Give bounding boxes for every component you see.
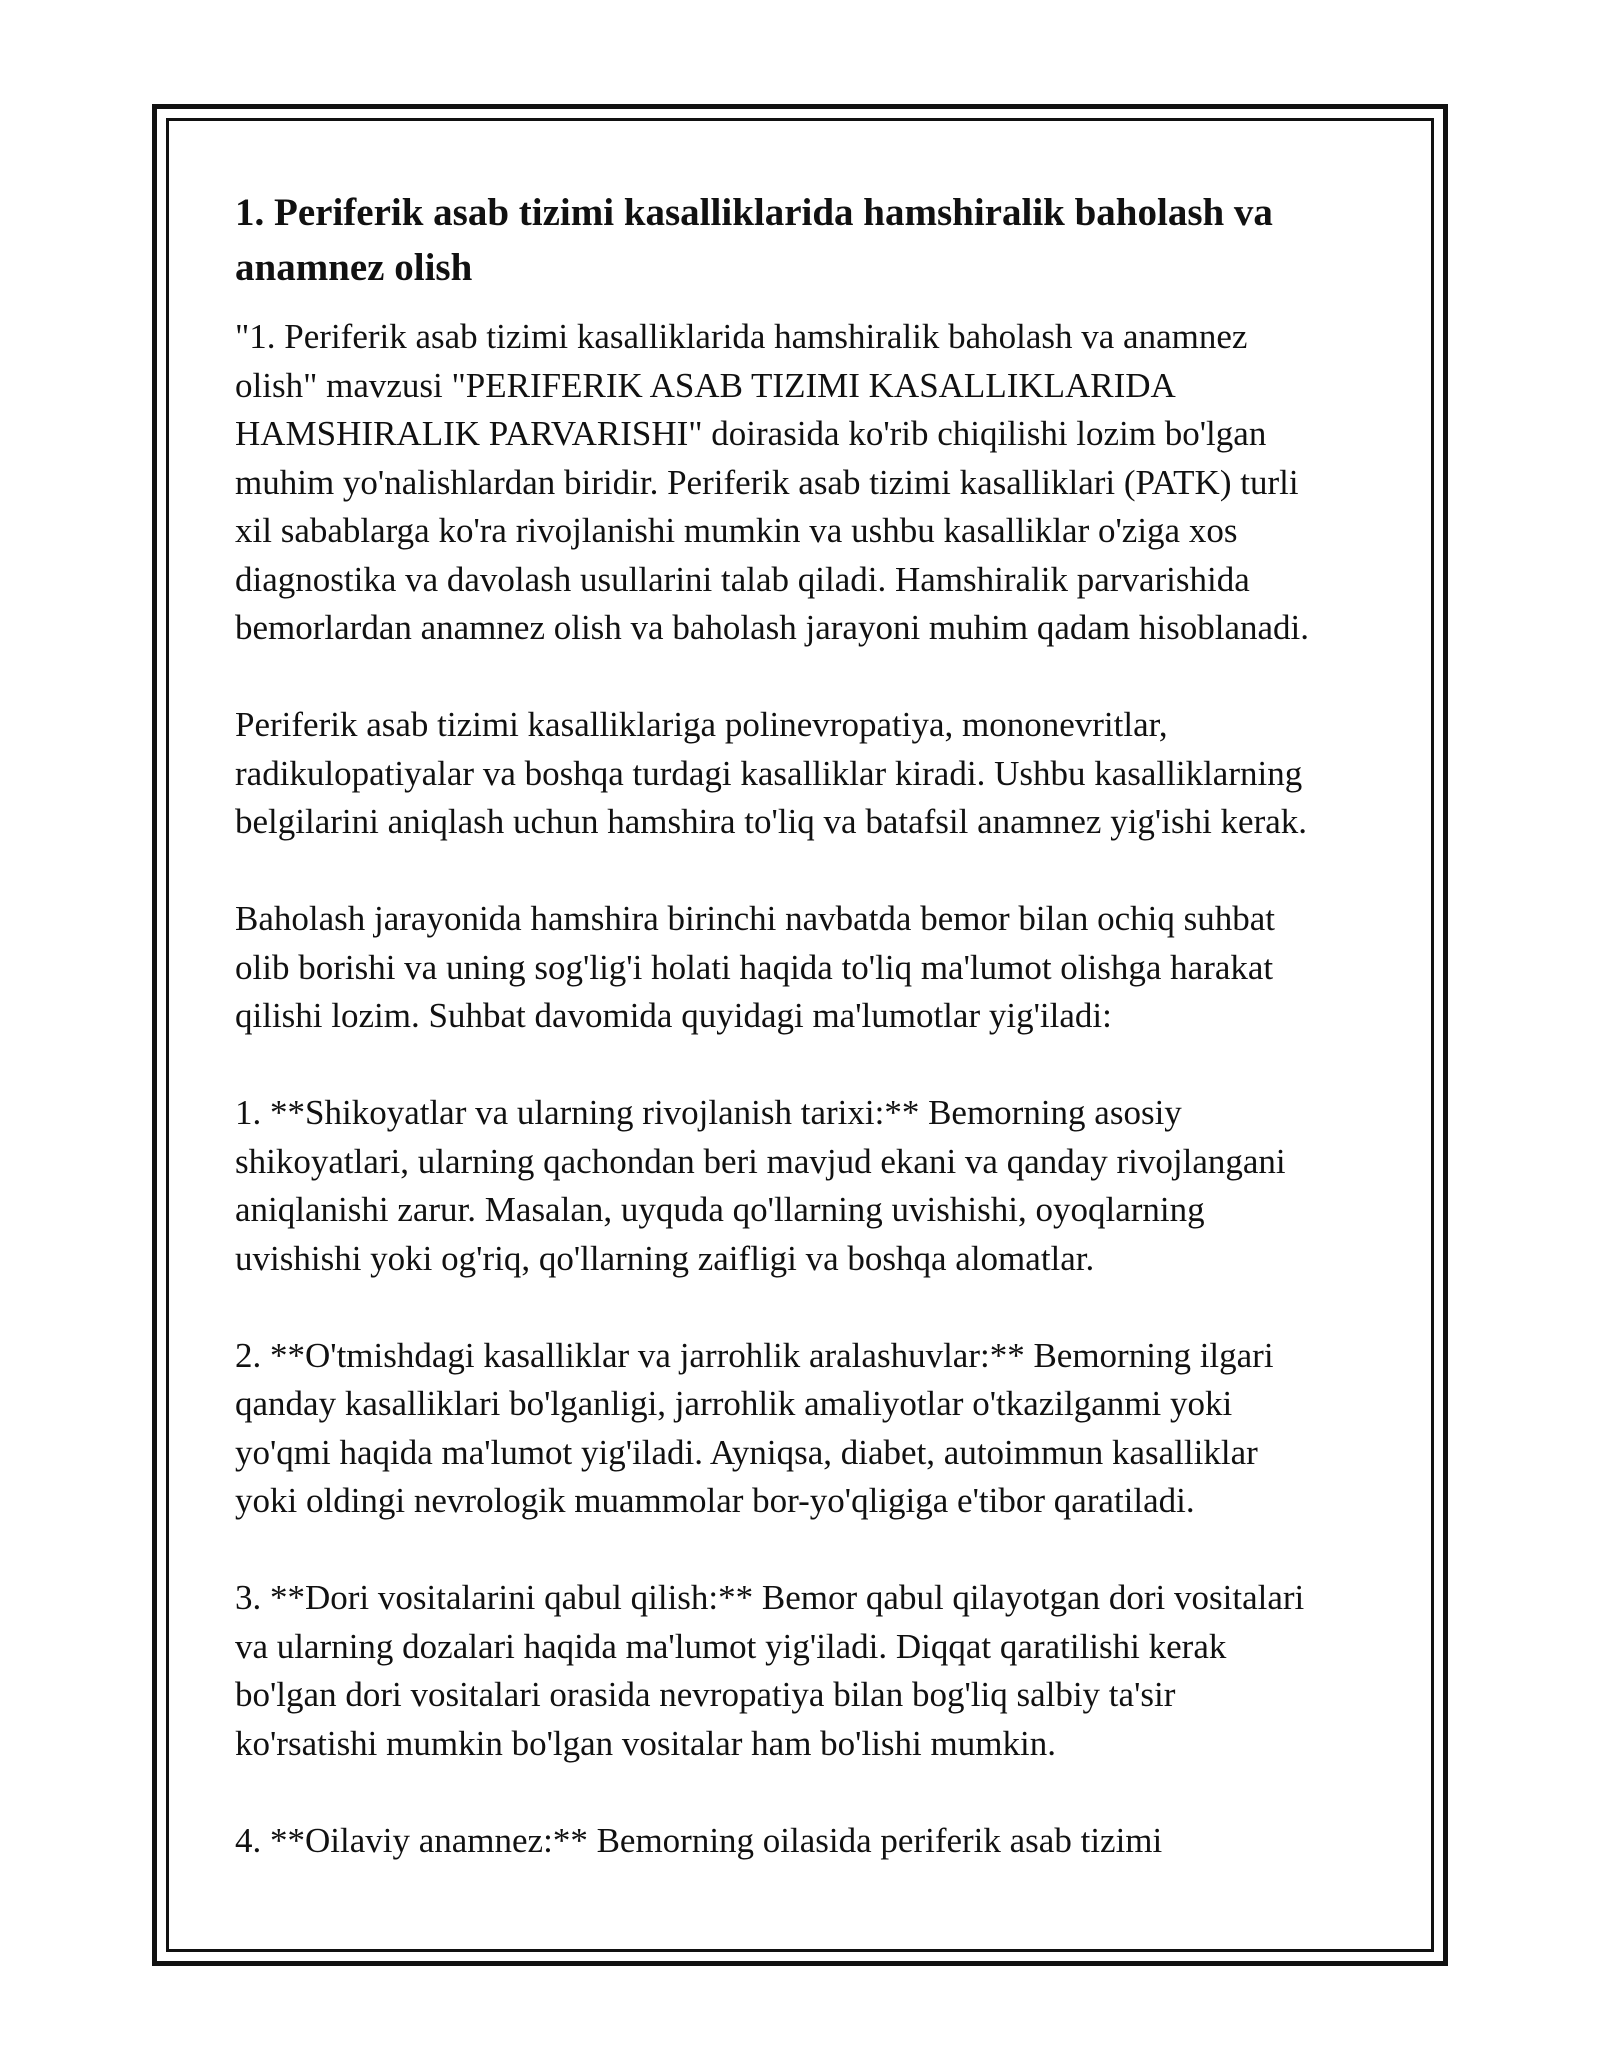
list-item-complaints: 1. **Shikoyatlar va ularning rivojlanish tarixi:** Bemorning asosiy shikoyatlari, ularning qachondan beri mavjud ekani va qanday rivojlangani aniqlanishi zarur. Masalan, uyquda qo'llarning uvishishi, oyoqlarning uvishishi yoki og'riq, qo'llarning zaifligi va boshqa alomatlar. xyxy=(235,1093,1286,1278)
list-item-medications: 3. **Dori vositalarini qabul qilish:** Bemor qabul qilayotgan dori vositalari va ularning dozalari haqida ma'lumot yig'iladi. Diqqat qaratilishi kerak bo'lgan dori vositalari orasida nevropatiya bilan bog'liq salbiy ta'sir ko'rsatishi mumkin bo'lgan vositalar ham bo'lishi mumkin. xyxy=(235,1578,1305,1763)
document-body xyxy=(235,185,1380,1914)
paragraph-assessment: Baholash jarayonida hamshira birinchi navbatda bemor bilan ochiq suhbat olib borishi va uning sog'lig'i holati haqida to'liq ma'lumot olishga harakat qilishi lozim. Suhbat davomida quyidagi ma'lumotlar yig'iladi: xyxy=(235,899,1275,1035)
paragraph-intro: "1. Periferik asab tizimi kasalliklarida hamshiralik baholash va anamnez olish" mavzusi "PERIFERIK ASAB TIZIMI KASALLIKLARIDA HAMSHIRALIK PARVARISHI" doirasida ko'rib chiqilishi lozim bo'lgan muhim yo'nalishlardan biridir. Periferik asab tizimi kasalliklari (PATK) turli xil sabablarga ko'ra rivojlanishi mumkin va ushbu kasalliklar o'ziga xos diagnostika va davolash usullarini talab qiladi. Hamshiralik parvarishida bemorlardan anamnez olish va baholash jarayoni muhim qadam hisoblanadi. xyxy=(235,317,1309,647)
section-title: 1. Periferik asab tizimi kasalliklarida hamshiralik baholash va anamnez olish xyxy=(235,191,1273,289)
list-item-family-history: 4. **Oilaviy anamnez:** Bemorning oilasida periferik asab tizimi xyxy=(235,1820,1163,1860)
list-item-past-diseases: 2. **O'tmishdagi kasalliklar va jarrohlik aralashuvlar:** Bemorning ilgari qanday kasalliklari bo'lganligi, jarrohlik amaliyotlar o'tkazilganmi yoki yo'qmi haqida ma'lumot yig'iladi. Ayniqsa, diabet, autoimmun kasalliklar yoki oldingi nevrologik muammolar bor-yo'qligiga e'tibor qaratiladi. xyxy=(235,1335,1274,1520)
paragraph-disease-types: Periferik asab tizimi kasalliklariga polinevropatiya, mononevritlar, radikulopatiyalar va boshqa turdagi kasalliklar kiradi. Ushbu kasalliklarning belgilarini aniqlash uchun hamshira to'liq va batafsil anamnez yig'ishi kerak. xyxy=(235,705,1308,841)
